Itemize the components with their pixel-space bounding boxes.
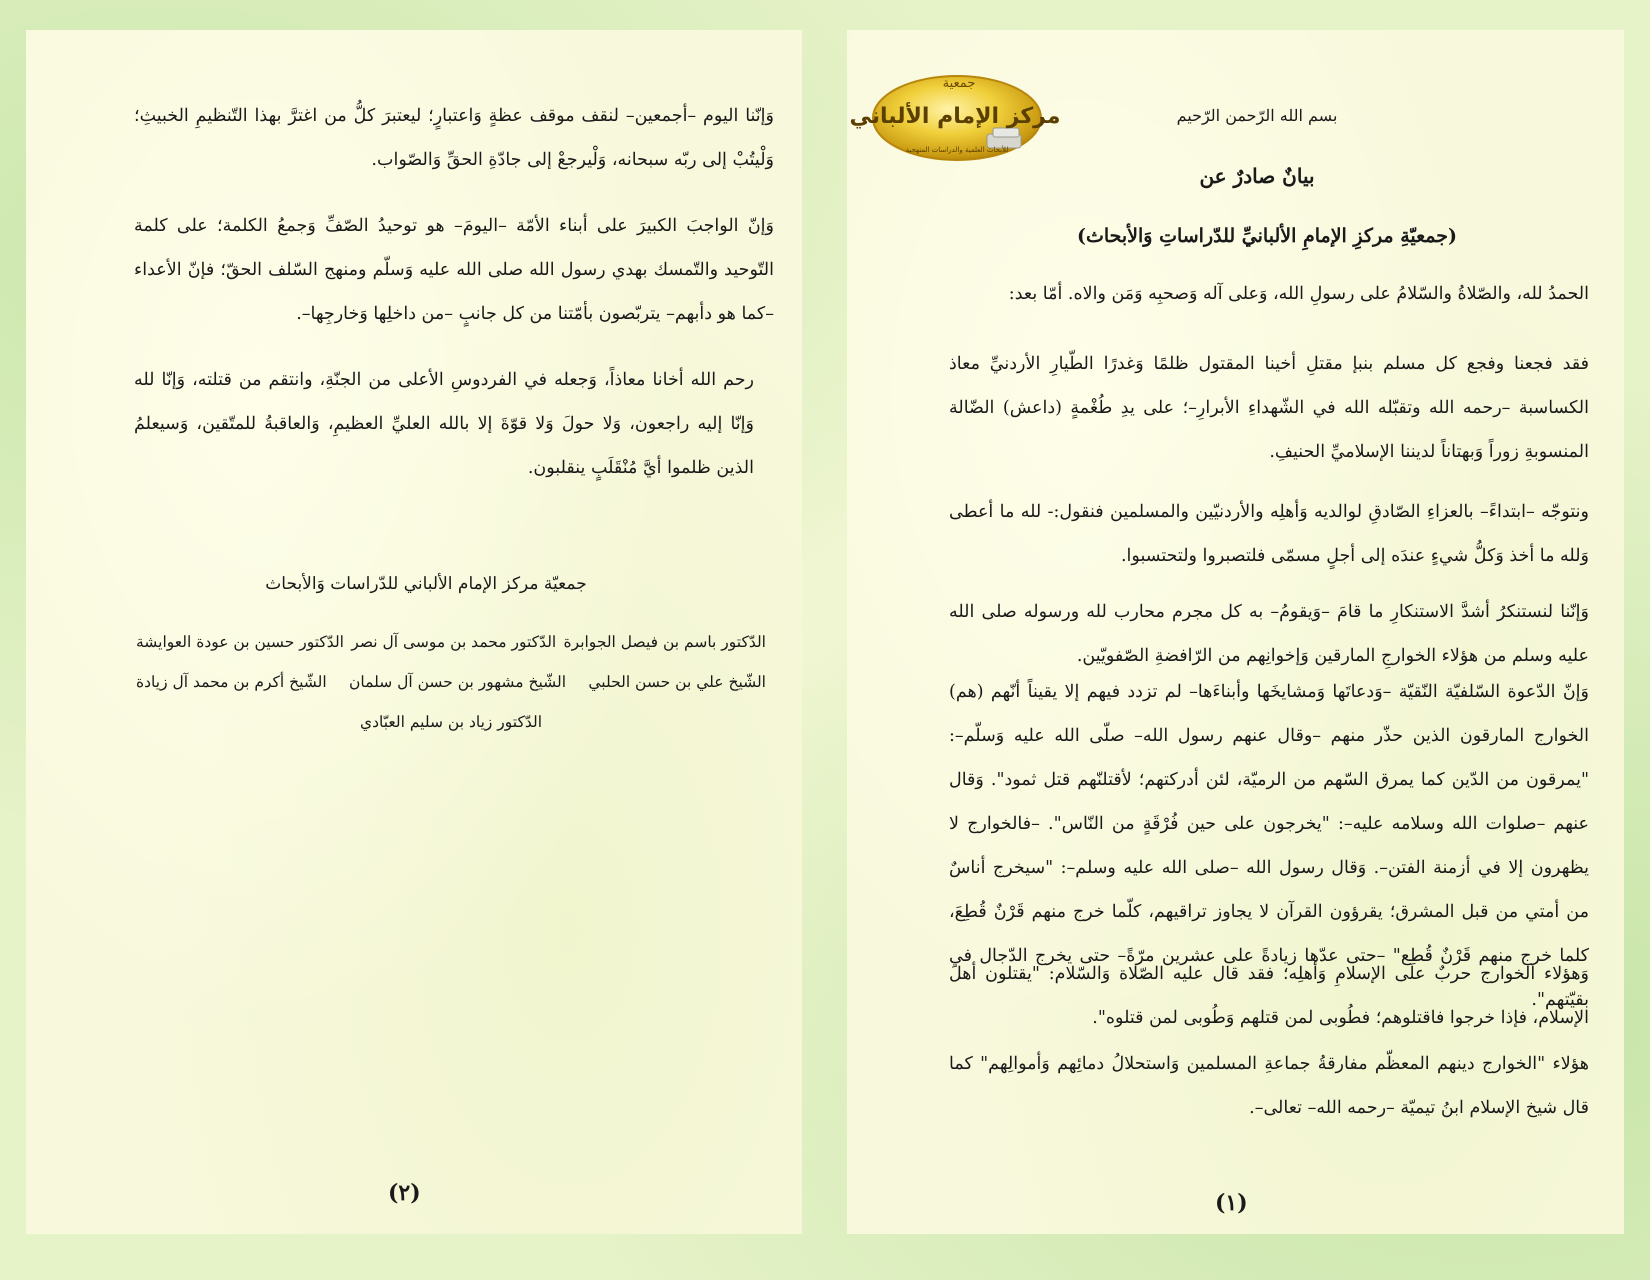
page-one: [847, 30, 1624, 1234]
page-number: (١): [1215, 1190, 1248, 1216]
signer-name: الدّكتور زياد بن سليم العبّادي: [360, 713, 543, 731]
svg-text:مركز الإمام الألباني: مركز الإمام الألباني: [849, 104, 1061, 129]
association-logo: [849, 50, 1061, 170]
right-paragraph-3: ونتوجّه –ابتداءً– بالعزاءِ الصّادقِ لوالديه وَأهلِه والأردنيّين والمسلمين فنقول:- لله ما أعطى وَلله ما أخذ وَكلُّ شيءٍ عندَه إلى أجلٍ مسمّى فلتصبروا ولتحتسبوا.: [949, 502, 1589, 566]
signer-name: الدّكتور باسم بن فيصل الجوابرة: [563, 633, 766, 651]
left-paragraph-1: وَإنّنا اليوم –أجمعين– لنقف موقف عظةٍ وَاعتبارٍ؛ ليعتبرَ كلُّ من اغترَّ بهذا التّنظيمِ الخبيثِ؛ وَلْيتُبْ إلى ربّه سبحانه، وَلْيرجعْ إلى جادّةِ الحقِّ وَالصّواب.: [134, 106, 774, 170]
signers-row: [136, 702, 766, 742]
association-title: (جمعيّةِ مركزِ الإمامِ الألبانيِّ للدّراساتِ وَالأبحاث): [1076, 225, 1458, 247]
signer-name: الدّكتور محمد بن موسى آل نصر: [351, 633, 557, 651]
right-paragraph-4: وَإنّنا لنستنكرُ أشدَّ الاستنكارِ ما قامَ –وَيقومُ– به كل مجرم محارب لله ورسوله صلى الله عليه وسلم من هؤلاء الخوارجِ المارقين وَإخوانِهم من الرّافضةِ الصّفويّين.: [949, 602, 1589, 666]
signer-name: الشّيخ مشهور بن حسن آل سلمان: [349, 673, 567, 691]
signers-row: [136, 622, 766, 662]
page-number: (٢): [388, 1180, 421, 1206]
right-paragraph-1: الحمدُ لله، والصّلاةُ والسّلامُ على رسولِ الله، وَعلى آله وَصحبِه وَمَن والاه. أمّا بعد:: [1008, 284, 1589, 304]
right-paragraph-6: وَهؤلاء الخوارج حربٌ على الإسلامِ وَأهلِه؛ فقد قال عليه الصّلاة وَالسّلام: "يقتلون أهلَ الإسلام، فإذا خرجوا فاقتلوهم؛ فطُوبى لمن قتلهم وَطُوبى لمن قتلوه".: [949, 964, 1589, 1028]
right-paragraph-7: هؤلاء "الخوارج دينهم المعظّم مفارقةُ جماعةِ المسلمين وَاستحلالُ دمائِهم وَأموالِهم" كما قال شيخ الإسلام ابنُ تيميّة –رحمه الله– تعالى–.: [949, 1054, 1589, 1118]
right-paragraph-5: وَإنّ الدّعوة السّلفيّة النّقيّة –وَدعاتَها وَمشايخَها وأبناءَها– لم تزدد فيهم إلا يقيناً أنّهم (هم) الخوارج المارقون الذين حذّر منهم –وقال عنهم رسول الله– صلّى الله عليه وَسلّم–: "يمرقون من الدّين كما يمرق السّهم من الرميّة، لئن أدركتهم؛ لأقتلنّهم قتل ثمود". وَقال عنهم –صلوات الله وسلامه عليه–: "يخرجون على حين فُرْقَةٍ من النّاس". –فالخوارج لا يظهرون إلا في أزمنة الفتن–. وَقال رسول الله –صلى الله عليه وسلم–: "سيخرج أناسٌ من أمتي من قبل المشرق؛ يقرؤون القرآن لا يجاوز تراقيهم، كلّما خرج منهم قَرْنٌ قُطِعَ، كلما خرج منهم قَرْنٌ قُطِع" –حتى عدّها زيادةً على عشرين مرّةً– حتى يخرج الدّجال في بقيّتهم".: [949, 682, 1589, 1010]
basmala: بسم الله الرّحمن الرّحيم: [1176, 106, 1338, 125]
page-two: [26, 30, 802, 1234]
statement-title: بيانٌ صادرٌ عن: [1199, 164, 1315, 188]
right-paragraph-2: فقد فجعنا وفجع كل مسلم بنبإ مقتلِ أخينا المقتول ظلمًا وَغدرًا الطّيارِ الأردنيِّ معاذ الكساسبة –رحمه الله وتقبّله الله في الشّهداءِ الأبرارِ–؛ على يدِ طُغْمةٍ (داعش) الضّالة المنسوبةِ زوراً وَبهتاناً لديننا الإسلاميِّ الحنيفِ.: [949, 354, 1589, 462]
signer-name: الشّيخ أكرم بن محمد آل زيادة: [136, 673, 327, 691]
left-paragraph-3: رحم الله أخانا معاذاً، وَجعله في الفردوسِ الأعلى من الجنّةِ، وانتقم من قتلته، وَإنّا لله وَإنّا إليه راجعون، وَلا حولَ وَلا قوّةَ إلا بالله العليِّ العظيمِ، وَالعاقبةُ للمتّقين، وَسيعلمُ الذين ظلموا أيَّ مُنْقَلَبٍ ينقلبون.: [134, 370, 754, 478]
left-paragraph-2: وَإنّ الواجبَ الكبيرَ على أبناء الأمّة –اليومَ– هو توحيدُ الصّفِّ وَجمعُ الكلمة؛ على كلمة التّوحيد والتّمسك بهدي رسول الله صلى الله عليه وَسلّم ومنهج السّلف الحقّ؛ فإنّ الأعداء –كما هو دأبهم– يتربّصون بأمّتنا من كل جانبٍ –من داخلِها وَخارجِها–.: [134, 216, 774, 324]
signers-list: [136, 622, 766, 742]
signer-name: الشّيخ علي بن حسن الحلبي: [588, 673, 766, 691]
association-name: جمعيّة مركز الإمام الألباني للدّراسات وَالأبحاث: [265, 574, 587, 594]
svg-text:جمعية: جمعية: [942, 76, 976, 91]
signer-name: الدّكتور حسين بن عودة العوايشة: [136, 633, 344, 651]
signers-row: [136, 662, 766, 702]
svg-text:للأبحاث العلمية والدراسات المن: للأبحاث العلمية والدراسات المنهجية: [905, 146, 1009, 154]
